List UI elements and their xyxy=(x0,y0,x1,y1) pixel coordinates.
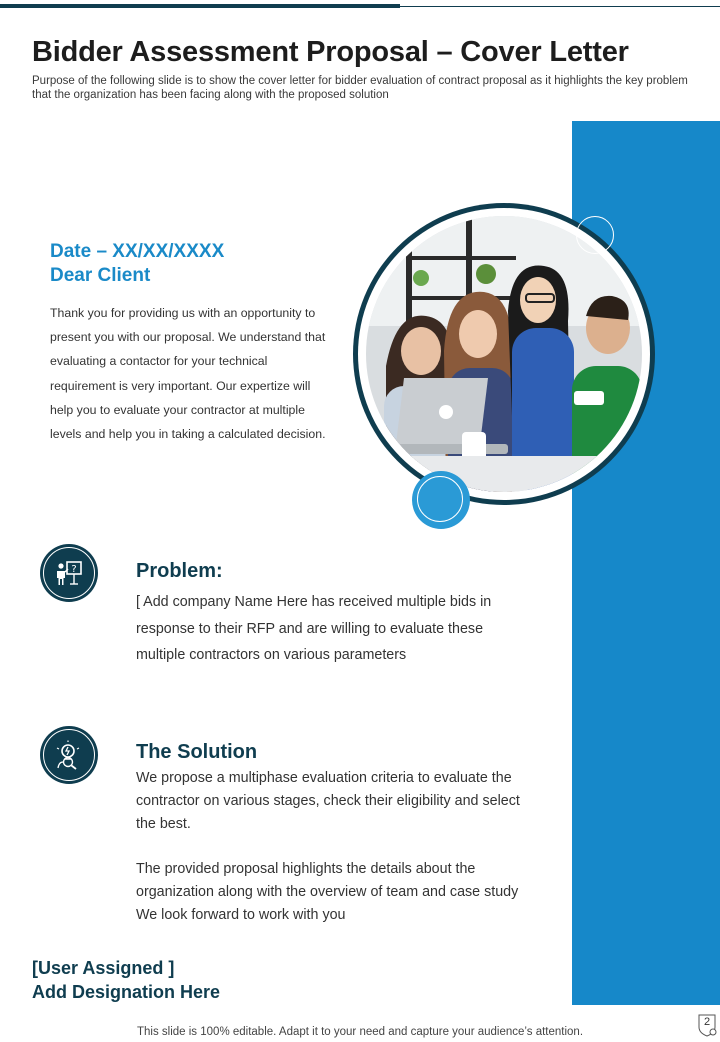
lightbulb-search-icon xyxy=(40,726,98,784)
problem-text: [ Add company Name Here has received multiple bids in response to their RFP and are willing to evaluate these multiple contractors on various parameters xyxy=(136,594,492,663)
letter-date: Date – XX/XX/XXXX xyxy=(50,241,225,262)
decor-bubble-large xyxy=(412,471,470,529)
header-rule-light xyxy=(400,6,720,7)
signature-designation: Add Designation Here xyxy=(32,982,221,1002)
signature-name: [User Assigned ] xyxy=(32,958,175,978)
solution-text-primary: We propose a multiphase evaluation criteria to evaluate the contractor on various stages, check their eligibility and select the best. xyxy=(136,770,520,832)
header-rule-dark xyxy=(0,4,400,8)
svg-text:?: ? xyxy=(71,564,77,575)
page-subtitle: Purpose of the following slide is to show the cover letter for bidder evaluation of contract proposal as it highlights the key problem that the organization has been facing along with the proposed solution xyxy=(32,75,688,101)
solution-text-secondary: The provided proposal highlights the details about the organization along with the overview of team and case study We look forward to work with you xyxy=(136,861,519,923)
page-number-badge xyxy=(697,1013,719,1037)
problem-heading: Problem: xyxy=(136,560,223,582)
signature-block xyxy=(32,956,220,1004)
team-photo xyxy=(366,216,642,492)
page-title: Bidder Assessment Proposal – Cover Letter xyxy=(32,36,629,68)
footer-note: This slide is 100% editable. Adapt it to your need and capture your audience’s attention. xyxy=(136,1026,584,1038)
decor-bubble-small xyxy=(576,216,614,254)
letter-salutation: Dear Client xyxy=(50,265,151,286)
page-number: 2 xyxy=(703,1016,711,1028)
solution-heading: The Solution xyxy=(136,741,258,763)
letter-body: Thank you for providing us with an opportunity to present you with our proposal. We understand that evaluating a contactor for your technical requirement is very important. Our expertize will help you to evaluate your contractor at multiple levels and help you in taking a calculated decision. xyxy=(50,306,326,442)
presentation-question-icon xyxy=(40,544,98,602)
